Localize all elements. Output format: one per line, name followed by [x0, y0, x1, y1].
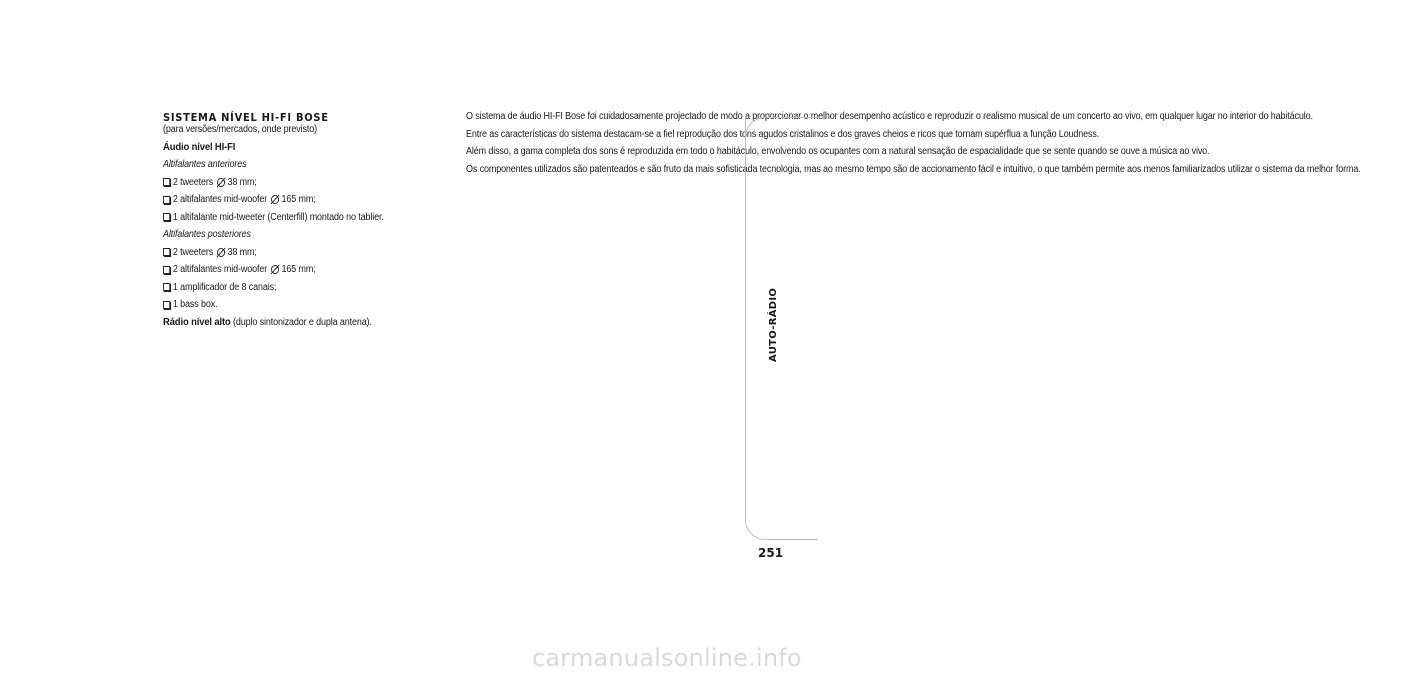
diameter-icon — [270, 264, 280, 275]
body-paragraph: Os componentes utilizados são patenteados e são fruto da mais sofisticada tecnologia, mas ao mesmo tempo são de accionamento fácil e intuitivo, o que também permite aos menos familiarizados utilizar o sistema da melhor forma. — [466, 163, 1361, 175]
list-item — [163, 264, 1122, 276]
side-tab-label: AUTO-RÁDIO — [768, 287, 779, 362]
body-paragraph: O sistema de áudio HI-FI Bose foi cuidadosamente projectado de modo a proporcionar o melhor desempenho acústico e reproduzir o realismo musical de um concerto ao vivo, em qualquer lugar no interior do habitáculo. — [466, 111, 1313, 122]
list-item-text: 1 amplificador de 8 canais; — [172, 281, 277, 293]
checkbox-bullet-icon — [163, 301, 170, 309]
checkbox-bullet-icon — [163, 283, 170, 291]
checkbox-bullet-icon — [163, 178, 170, 186]
list-item — [163, 194, 1122, 206]
section-subheading: (para versões/mercados, onde previsto) — [163, 124, 317, 135]
audio-title: Áudio nível HI-FI — [163, 140, 236, 153]
list-item-text: 1 altifalante mid-tweeter (Centerfill) montado no tablier. — [172, 211, 384, 223]
diameter-icon — [216, 247, 226, 258]
rear-speakers-title: Altifalantes posteriores — [163, 229, 251, 240]
list-item — [163, 299, 1122, 311]
list-item-size: 38 mm; — [227, 176, 257, 188]
list-item — [163, 212, 1122, 224]
side-tab-frame — [745, 117, 818, 540]
list-item-text: 1 bass box. — [172, 299, 218, 310]
list-item-text: 2 altifalantes mid-woofer — [172, 264, 268, 275]
body-paragraph: Além disso, a gama completa dos sons é reproduzida em todo o habitáculo, envolvendo os ocupantes com a natural sensação de espacialidade que se sente quando se ouve a música ao vivo. — [466, 146, 1210, 157]
right-column — [466, 111, 1425, 181]
list-item-size: 165 mm; — [281, 264, 316, 275]
radio-text: (duplo sintonizador e dupla antena). — [230, 316, 372, 328]
list-item — [163, 282, 1122, 294]
checkbox-bullet-icon — [163, 213, 170, 221]
list-item-text: 2 tweeters — [172, 176, 214, 188]
body-paragraph: Entre as características do sistema destacam-se a fiel reprodução dos tons agudos cristalinos e dos graves cheios e ricos que tornam supérflua a função Loudness. — [466, 128, 1100, 140]
diameter-icon — [216, 177, 226, 188]
list-item-size: 165 mm; — [281, 194, 316, 205]
list-item-size: 38 mm; — [227, 246, 257, 258]
watermark: carmanualsonline.info — [532, 644, 802, 672]
front-speakers-title: Altifalantes anteriores — [163, 159, 247, 170]
section-heading: SISTEMA NÍVEL HI-FI BOSE — [163, 111, 329, 124]
checkbox-bullet-icon — [163, 266, 170, 274]
radio-line — [163, 317, 1122, 329]
list-item — [163, 247, 1122, 259]
page-number: 251 — [758, 546, 784, 560]
diameter-icon — [270, 194, 280, 205]
list-item-text: 2 altifalantes mid-woofer — [172, 194, 268, 205]
checkbox-bullet-icon — [163, 248, 170, 256]
radio-title: Rádio nível alto — [163, 315, 231, 328]
checkbox-bullet-icon — [163, 196, 170, 204]
list-item-text: 2 tweeters — [172, 246, 214, 258]
